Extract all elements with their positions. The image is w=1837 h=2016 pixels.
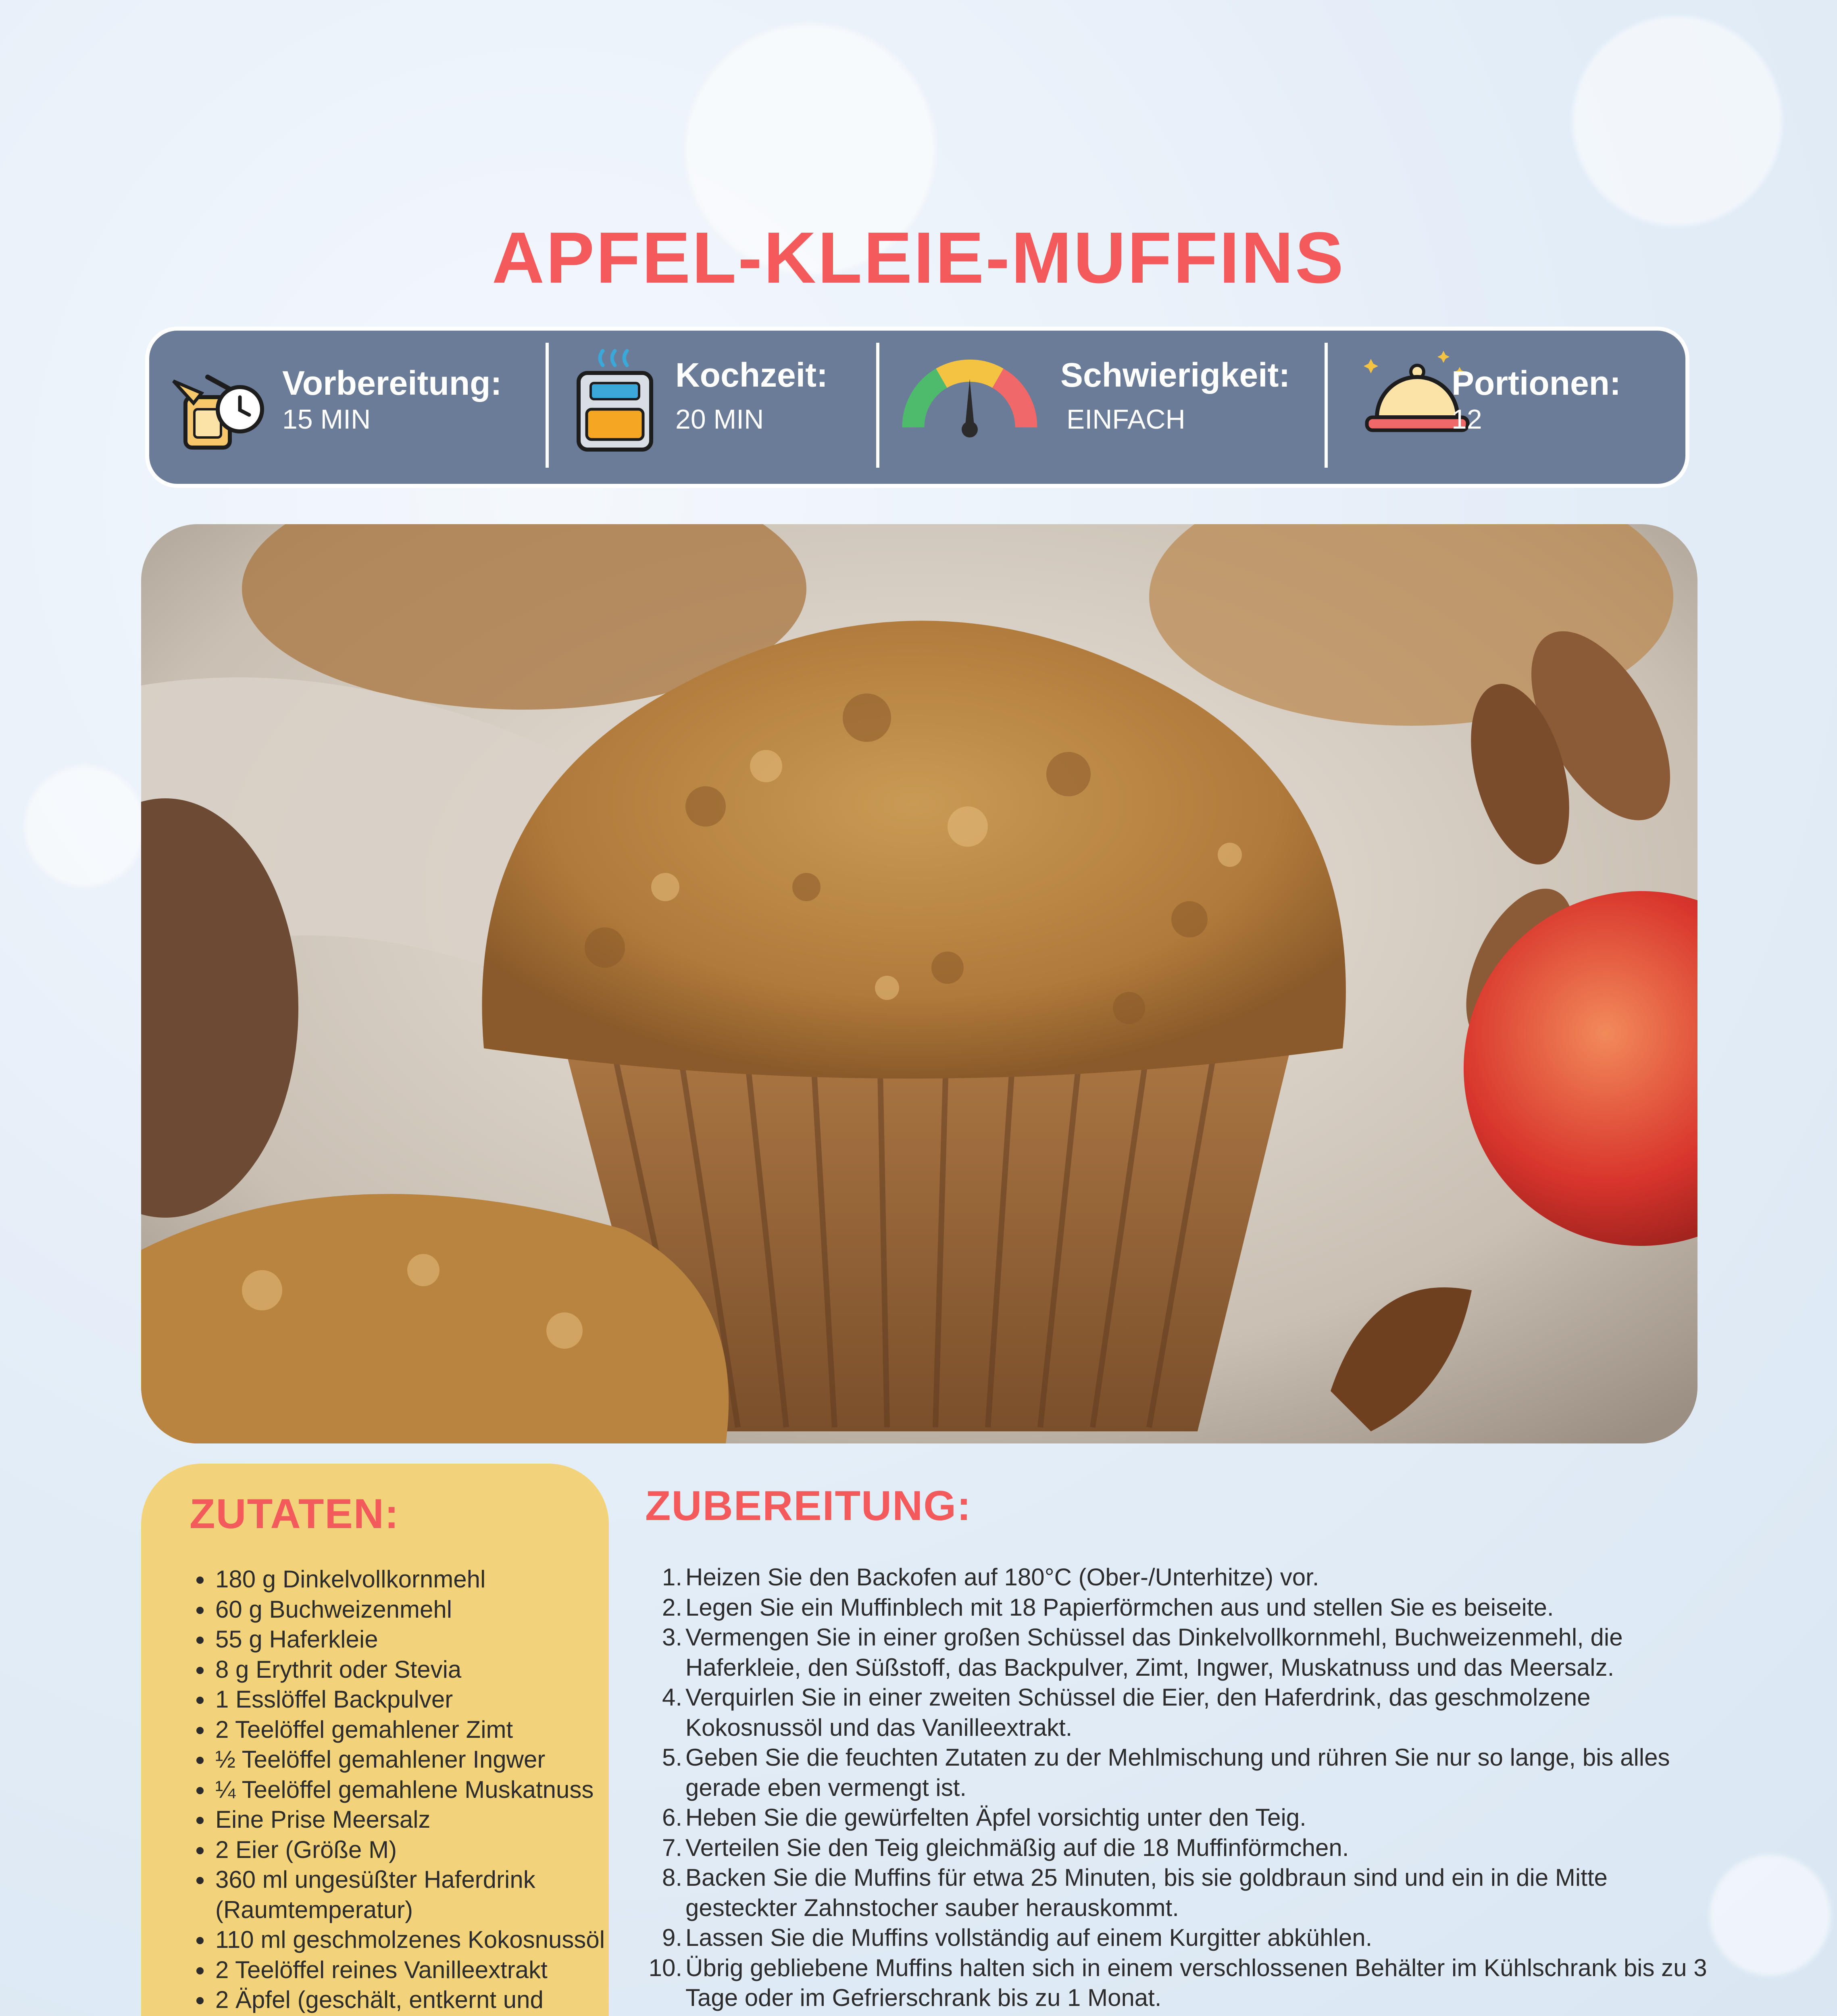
step-number: 7. <box>662 1834 682 1861</box>
ingredient-item: • ¼ Teelöffel gemahlene Muskatnuss <box>214 1775 641 1805</box>
step-number: 4. <box>662 1684 682 1711</box>
info-servings-value: 12 <box>1452 404 1482 435</box>
gauge-icon <box>901 355 1038 439</box>
preparation-step <box>645 1562 1710 1593</box>
ingredient-item: • 1 Esslöffel Backpulver <box>214 1685 641 1715</box>
preparation-step <box>645 1863 1710 1923</box>
recipe-photo <box>141 524 1697 1443</box>
ingredient-item: • 360 ml ungesüßter Haferdrink (Raumtemperatur) <box>214 1865 641 1925</box>
step-number: 9. <box>662 1924 682 1951</box>
preparation-step <box>645 1833 1710 1863</box>
step-text: Lassen Sie die Muffins vollständig auf einem Kurgitter abkühlen. <box>685 1924 1373 1951</box>
info-servings-label: Portionen: <box>1452 364 1621 402</box>
ingredient-item: • 8 g Erythrit oder Stevia <box>214 1655 641 1685</box>
ingredient-item: • 2 Teelöffel gemahlener Zimt <box>214 1715 641 1745</box>
info-cooking-time <box>548 331 879 484</box>
step-text: Heizen Sie den Backofen auf 180°C (Ober-/Unterhitze) vor. <box>685 1564 1319 1591</box>
step-number: 5. <box>662 1744 682 1771</box>
step-number: 8. <box>662 1864 682 1891</box>
ingredient-item: • 180 g Dinkelvollkornmehl <box>214 1564 641 1595</box>
ingredient-item: • 2 Eier (Größe M) <box>214 1835 641 1865</box>
info-preparation <box>149 331 548 484</box>
step-number: 6. <box>662 1804 682 1831</box>
ingredient-item: • Eine Prise Meersalz <box>214 1805 641 1835</box>
step-text: Legen Sie ein Muffinblech mit 18 Papierförmchen aus und stellen Sie es beiseite. <box>685 1593 1554 1621</box>
step-number: 2. <box>662 1593 682 1621</box>
background-bokeh <box>24 766 145 887</box>
step-text: Verteilen Sie den Teig gleichmäßig auf die 18 Muffinförmchen. <box>685 1834 1349 1861</box>
recipe-info-bar <box>145 327 1689 488</box>
step-text: Vermengen Sie in einer großen Schüssel das Dinkelvollkornmehl, Buchweizenmehl, die Haferkleie, den Süßstoff, das Backpulver, Zimt, Ingwer, Muskatnuss und das Meersalz. <box>685 1624 1623 1681</box>
recipe-title: APFEL-KLEIE-MUFFINS <box>492 217 1345 298</box>
ingredient-item: • ½ Teelöffel gemahlener Ingwer <box>214 1745 641 1775</box>
ingredient-item: • 60 g Buchweizenmehl <box>214 1595 641 1625</box>
step-text: Geben Sie die feuchten Zutaten zu der Mehlmischung und rühren Sie nur so lange, bis alles gerade eben vermengt ist. <box>685 1744 1670 1801</box>
info-preparation-label: Vorbereitung: <box>282 364 502 402</box>
ingredients-heading: ZUTATEN: <box>190 1491 400 1537</box>
preparation-step <box>645 1683 1710 1743</box>
info-difficulty-value: EINFACH <box>1066 404 1185 435</box>
step-number: 1. <box>662 1564 682 1591</box>
ingredient-item: • 110 ml geschmolzenes Kokosnussöl <box>214 1925 641 1955</box>
info-difficulty-label: Schwierigkeit: <box>1060 356 1290 394</box>
ingredient-item: • 55 g Haferkleie <box>214 1624 641 1655</box>
preparation-step <box>645 1923 1710 1953</box>
ingredient-item: • 2 Äpfel (geschält, entkernt und <box>214 1985 641 2016</box>
background-bokeh <box>1710 1855 1831 1976</box>
preparation-step <box>645 1593 1710 1623</box>
info-cooking-time-value: 20 MIN <box>675 404 764 435</box>
apple-bran-muffin-photo <box>141 524 1697 1443</box>
background-bokeh <box>1572 16 1782 226</box>
preparation-steps <box>645 1562 1710 2013</box>
step-text: Verquirlen Sie in einer zweiten Schüssel die Eier, den Haferdrink, das geschmolzene Kokosnussöl und das Vanilleextrakt. <box>685 1684 1591 1741</box>
preparation-step <box>645 1743 1710 1803</box>
ingredients-list <box>169 1564 641 2016</box>
preparation-step <box>645 1803 1710 1833</box>
step-text: Backen Sie die Muffins für etwa 25 Minuten, bis sie goldbraun sind und ein in die Mitte gesteckter Zahnstocher sauber herauskommt. <box>685 1864 1608 1921</box>
preparation-step <box>645 1953 1710 2013</box>
info-preparation-value: 15 MIN <box>282 404 371 435</box>
step-text: Heben Sie die gewürfelten Äpfel vorsichtig unter den Teig. <box>685 1804 1306 1831</box>
cutting-board-icon <box>169 365 270 454</box>
info-difficulty <box>879 331 1327 484</box>
preparation-heading: ZUBEREITUNG: <box>645 1483 972 1529</box>
step-number: 10. <box>648 1954 682 1981</box>
step-text: Übrig gebliebene Muffins halten sich in einem verschlossenen Behälter im Kühlschrank bis zu 3 Tage oder im Gefrierschrank bis zu 1 Monat. <box>685 1954 1707 2011</box>
ingredient-item: • 2 Teelöffel reines Vanilleextrakt <box>214 1955 641 1985</box>
info-servings <box>1327 331 1685 484</box>
preparation-step <box>645 1622 1710 1683</box>
step-number: 3. <box>662 1624 682 1651</box>
info-cooking-time-label: Kochzeit: <box>675 356 828 394</box>
oven-icon <box>569 343 661 460</box>
